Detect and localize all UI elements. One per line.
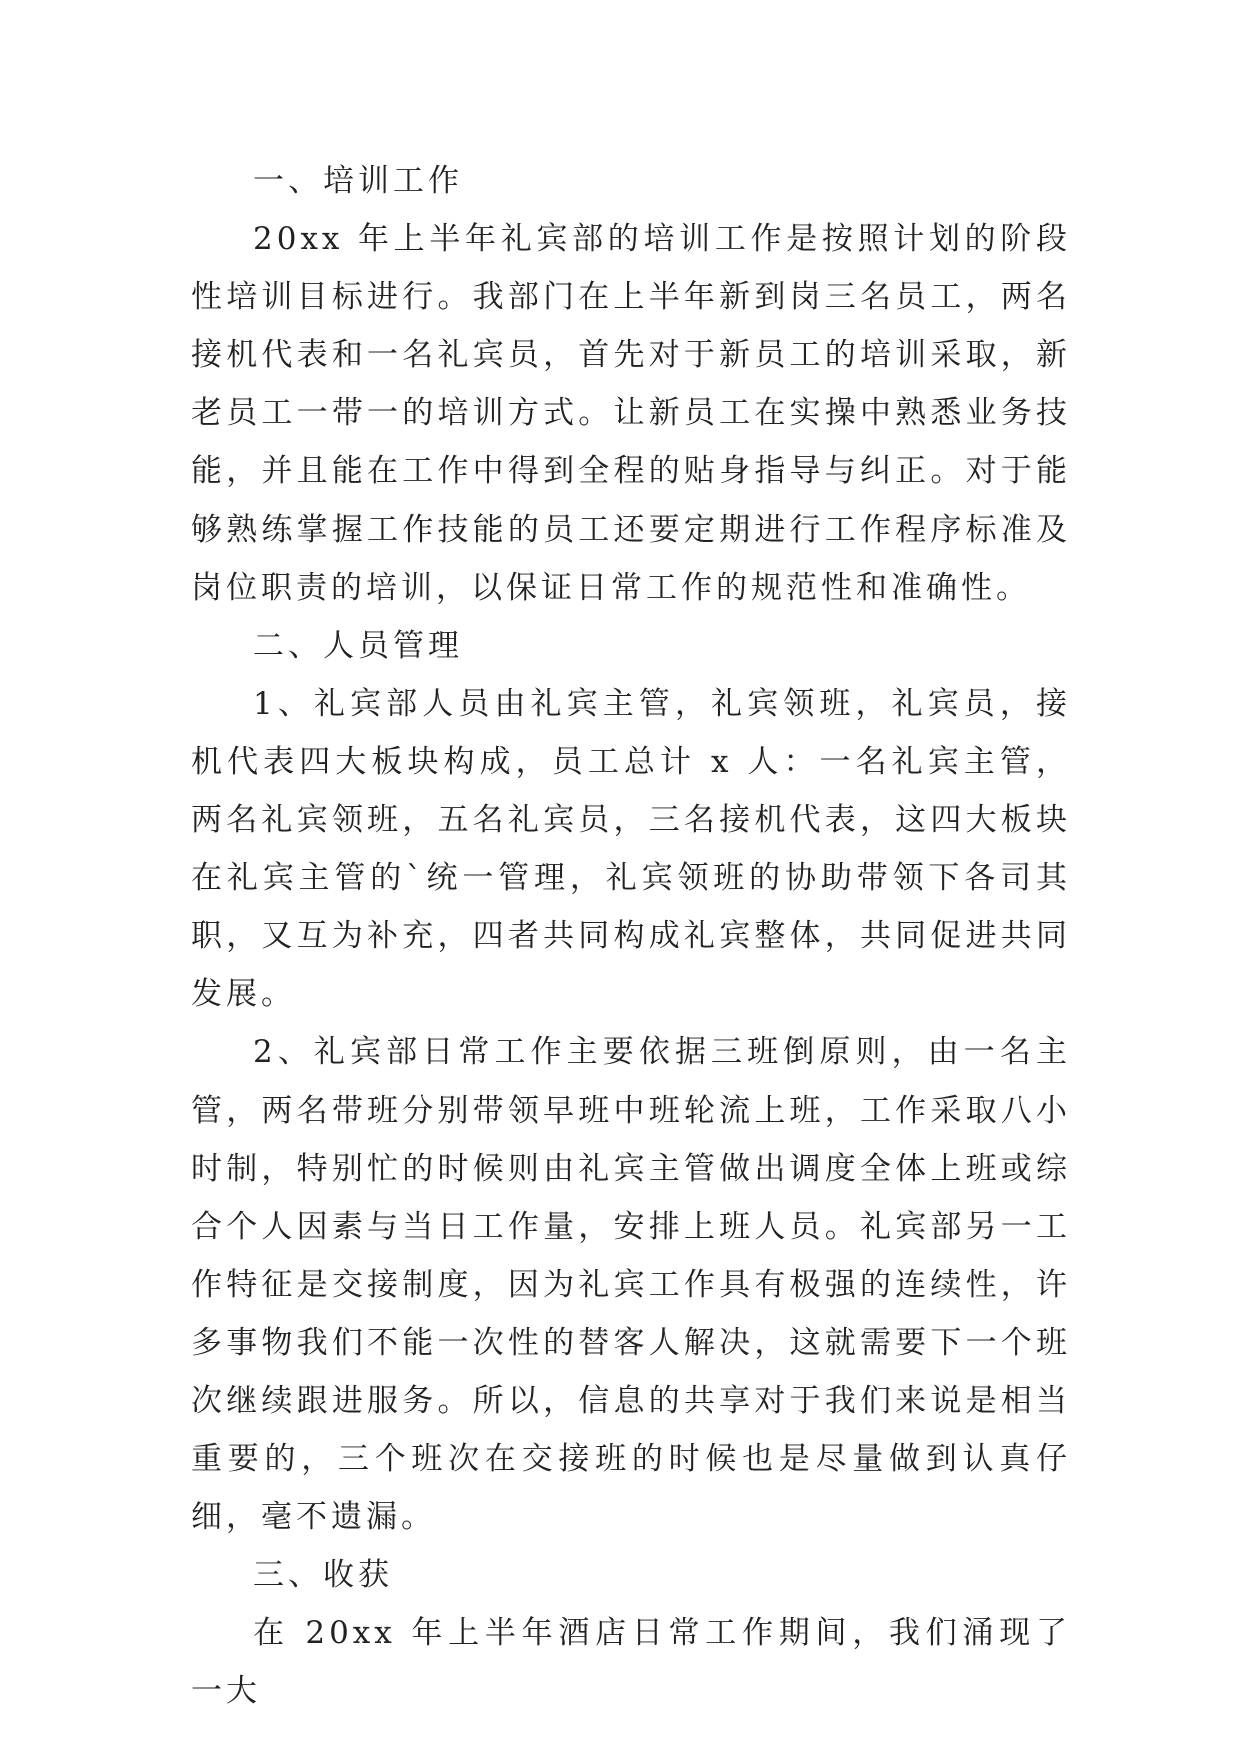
paragraph-training: 20xx 年上半年礼宾部的培训工作是按照计划的阶段性培训目标进行。我部门在上半年新到岗三名员工，两名接机代表和一名礼宾员，首先对于新员工的培训采取，新老员工一带一的培训方式。让新员工在实操中熟悉业务技能，并且能在工作中得到全程的贴身指导与纠正。对于能够熟练掌握工作技能的员工还要定期进行工作程序标准及岗位职责的培训，以保证日常工作的规范性和准确性。: [191, 221, 1071, 606]
section-heading-gains: 三、收获: [253, 1557, 393, 1594]
section-heading-personnel: 二、人员管理: [253, 627, 463, 664]
paragraph-personnel-2: 2、礼宾部日常工作主要依据三班倒原则，由一名主管，两名带班分别带领早班中班轮流上班，工作采取八小时制，特别忙的时候则由礼宾主管做出调度全体上班或综合个人因素与当日工作量，安排上班人员。礼宾部另一工作特征是交接制度，因为礼宾工作具有极强的连续性，许多事物我们不能一次性的替客人解决，这就需要下一个班次继续跟进服务。所以，信息的共享对于我们来说是相当重要的，三个班次在交接班的时候也是尽量做到认真仔细，毫不遗漏。: [191, 1034, 1071, 1536]
paragraph-personnel-1: 1、礼宾部人员由礼宾主管，礼宾领班，礼宾员，接机代表四大板块构成，员工总计 x 人：一名礼宾主管，两名礼宾领班，五名礼宾员，三名接机代表，这四大板块在礼宾主管的`统一管理，礼宾领班的协助带领下各司其职，又互为补充，四者共同构成礼宾整体，共同促进共同发展。: [191, 685, 1071, 1013]
paragraph-gains: 在 20xx 年上半年酒店日常工作期间，我们涌现了一大: [191, 1615, 1071, 1710]
section-heading-training: 一、培训工作: [253, 163, 463, 199]
document-body: [191, 152, 1071, 1721]
